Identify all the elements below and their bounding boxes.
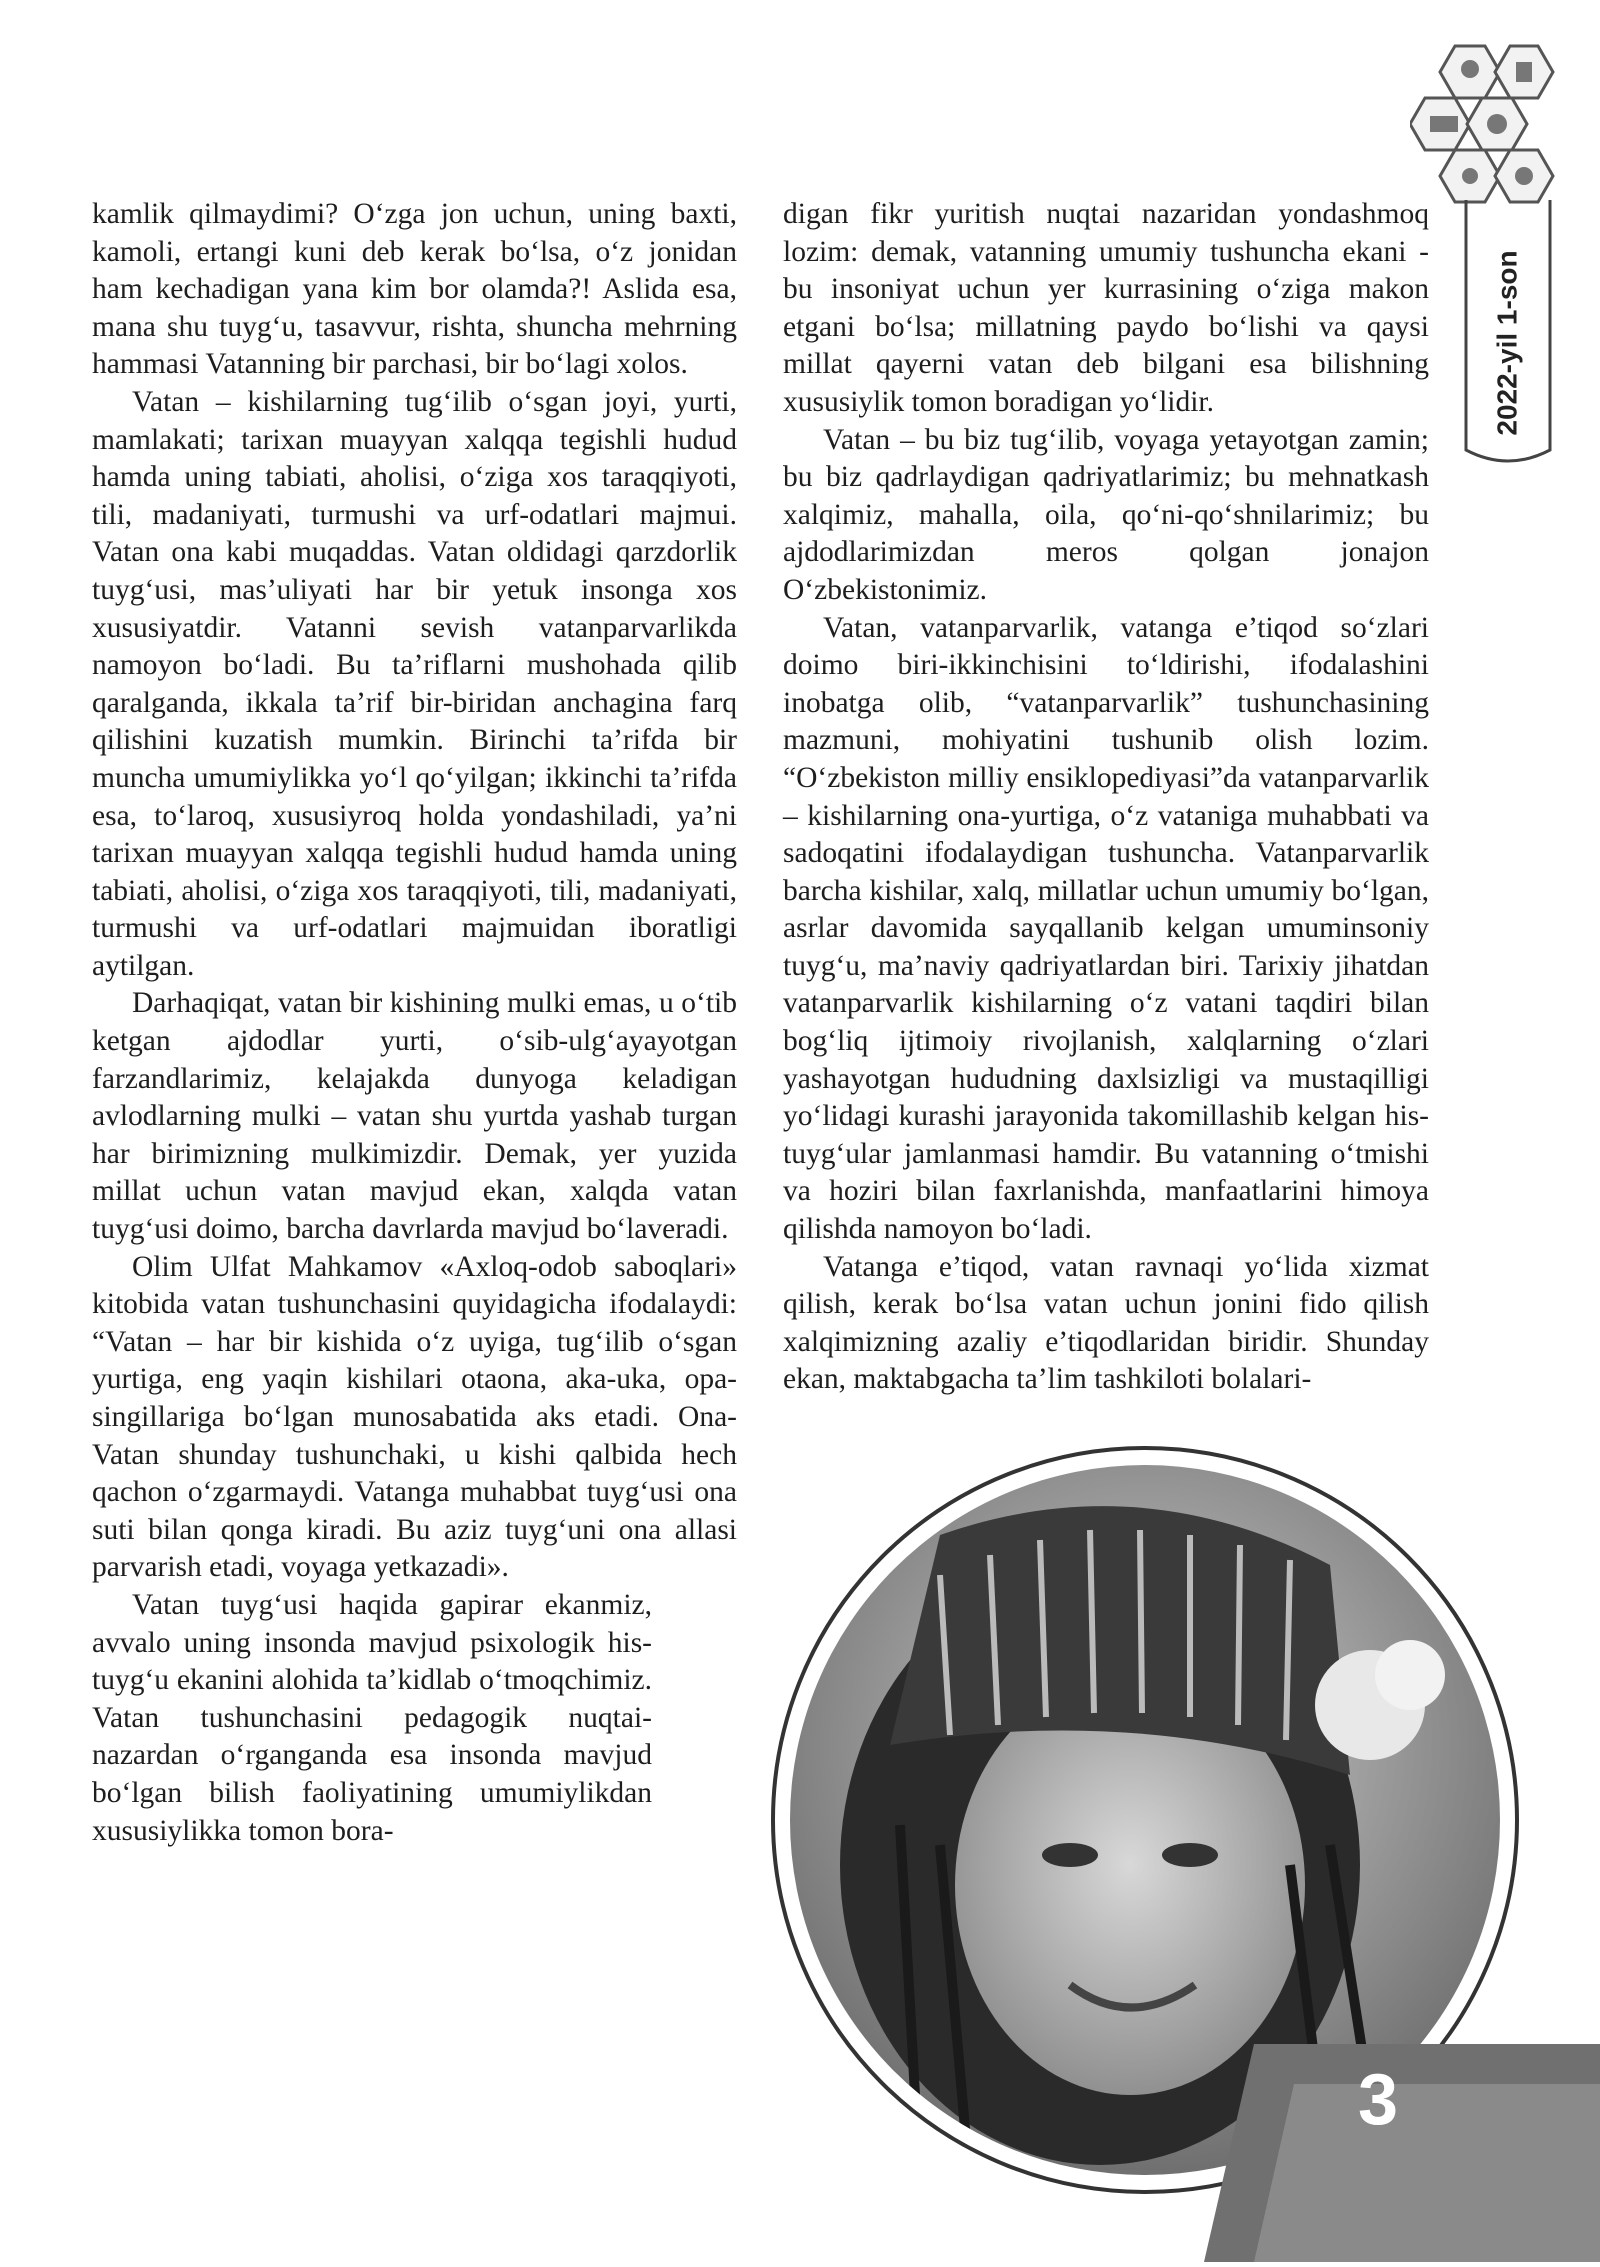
paragraph: Vatan – bu biz tug‘ilib, voyaga yetayotgan zamin; bu biz qadrlaydigan qadriyatlarimiz; bu mehnatkash xalqimiz, mahalla, oila, qo‘ni-qo‘shnilarimiz; bu ajdodlarimizdan meros qolgan jonajon O‘zbekistonimiz.	[783, 423, 1429, 606]
paragraph: Vatan, vatanparvarlik, vatanga e’tiqod so‘zlari doimo biri-ikkinchisini to‘ldirishi, ifodalashini inobatga olib, “vatanparvarlik” tushunchasining mazmuni, mohiyatini tushunib olish lozim. “O‘zbekiston milliy ensiklopediyasi”da vatanparvarlik – kishilarning ona-yurtiga, o‘z vataniga muhabbati va sadoqatini ifodalaydigan tushuncha. Vatanparvarlik barcha kishilar, xalq, millatlar uchun umumiy bo‘lgan, asrlar davomida sayqallanib kelgan umuminsoniy tuyg‘u, ma’naviy qadriyatlardan biri. Tarixiy jihatdan vatanparvarlik kishilarning o‘z vatani taqdiri bilan bog‘liq ijtimoiy rivojlanish, xalqlarning o‘zlari yashayotgan hududning daxlsizligi va mustaqilligi yo‘lidagi kurashi jarayonida takomillashib kelgan his-tuyg‘ular jamlanmasi hamdir. Bu vatanning o‘tmishi va hoziri bilan faxrlanishda, manfaatlarini himoya qilishda namoyon bo‘ladi.	[783, 611, 1429, 1246]
year-issue-text: 2022-yil 1-son	[1492, 250, 1524, 436]
paragraph: digan fikr yuritish nuqtai nazaridan yondashmoq lozim: demak, vatanning umumiy tushuncha ekani - bu insoniyat uchun yer kurrasining o‘ziga makon etgani bo‘lsa; millatning paydo bo‘lishi va qaysi millat qayerni vatan deb bilgani esa bilishning xususiylik tomon boradigan yo‘lidir.	[783, 198, 1429, 418]
left-text-column	[92, 196, 737, 1850]
paragraph: Olim Ulfat Mahkamov «Axloq-odob saboqlari» kitobida vatan tushunchasini quyidagicha ifodalaydi: “Vatan – har bir kishida o‘z uyiga, tug‘ilib o‘sgan yurtiga, eng yaqin kishilari otaona, aka-uka, opa-singillariga bo‘lgan munosabatida aks etadi. Ona-Vatan shunday tushunchaki, u kishi qalbida hech qachon o‘zgarmaydi. Vatanga muhabbat tuyg‘usi ona suti bilan qonga kiradi. Bu aziz tuyg‘uni ona allasi parvarish etadi, voyaga yetkazadi».	[92, 1250, 737, 1584]
paragraph: kamlik qilmaydimi? O‘zga jon uchun, uning baxti, kamoli, ertangi kuni deb kerak bo‘lsa, o‘z jonidan ham kechadigan yana kim bor olamda?! Aslida esa, mana shu tuyg‘u, tasavvur, rishta, shuncha mehrning hammasi Vatanning bir parchasi, bir bo‘lagi xolos.	[92, 198, 737, 381]
paragraph: Vatanga e’tiqod, vatan ravnaqi yo‘lida xizmat qilish, kerak bo‘lsa vatan uchun jonini fido qilish xalqimizning azaliy e’tiqodlaridan biridir. Shunday ekan, maktabgacha ta’lim tashkiloti bolalari-	[783, 1250, 1429, 1396]
year-issue-label	[1462, 228, 1554, 458]
paragraph: Darhaqiqat, vatan bir kishining mulki emas, u o‘tib ketgan ajdodlar yurti, o‘sib-ulg‘ayayotgan farzandlarimiz, kelajakda dunyoga keladigan avlodlarning mulki – vatan shu yurtda yashab turgan har birimizning mulkimizdir. Demak, yer yuzida millat uchun vatan mavjud ekan, xalqda vatan tuyg‘usi doimo, barcha davrlarda mavjud bo‘laveradi.	[92, 987, 737, 1246]
right-text-column	[783, 196, 1429, 1399]
page-number: 3	[1357, 2060, 1399, 2140]
paragraph: Vatan – kishilarning tug‘ilib o‘sgan joyi, yurti, mamlakati; tarixan muayyan xalqqa tegishli hudud hamda uning tabiati, aholisi, o‘ziga xos taraqqiyoti, tili, madaniyati, turmushi va urf-odatlari majmui. Vatan ona kabi muqaddas. Vatan oldidagi qarzdorlik tuyg‘usi, mas’uliyati har bir yetuk insonga xos xususiyatdir. Vatanni sevish vatanparvarlikda namoyon bo‘ladi. Bu ta’riflarni mushohada qilib qaralganda, ikkala ta’rif bir-biridan anchagina farq qilishini kuzatish mumkin. Birinchi ta’rifda bir muncha umumiylikka yo‘l qo‘yilgan; ikkinchi ta’rifda esa, to‘laroq, xususiyroq holda yondashiladi, ya’ni tarixan muayyan xalqqa tegishli hudud hamda uning tabiati, aholisi, o‘ziga xos taraqqiyoti, tili, madaniyati, turmushi va urf-odatlari majmuidan iboratligi aytilgan.	[92, 385, 737, 982]
paragraph: Vatan tuyg‘usi haqida gapirar ekanmiz, avvalo uning insonda mavjud psixologik his-tuyg‘u ekanini alohida ta’kidlab o‘tmoqchimiz. Vatan tushunchasini pedagogik nuqtai-nazardan o‘rganganda esa insonda mavjud bo‘lgan bilish faoliyatining umumiylikdan xususiylikka tomon bora-	[92, 1588, 652, 1847]
